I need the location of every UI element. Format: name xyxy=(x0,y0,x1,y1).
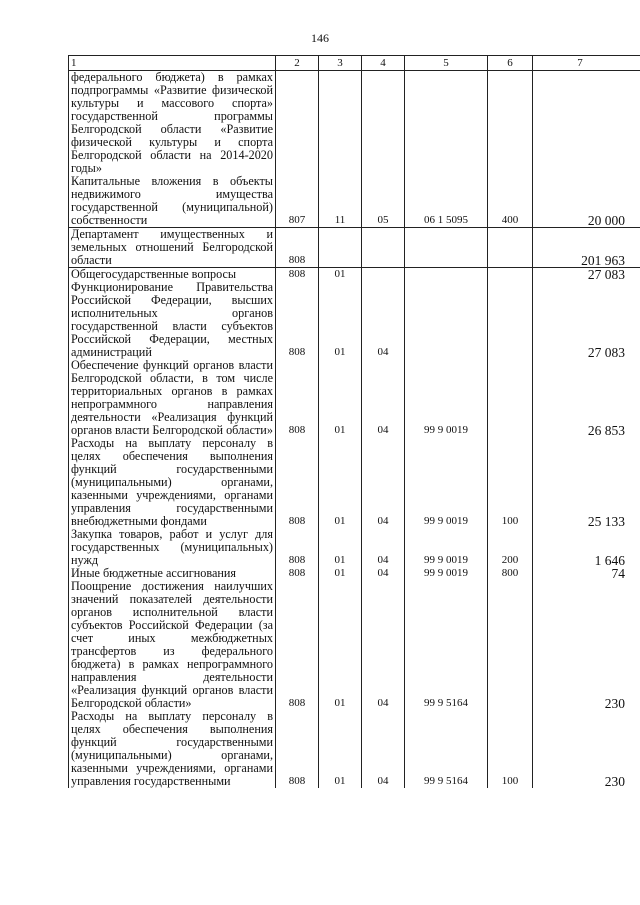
row-subsection-code: 04 xyxy=(362,567,405,580)
table-row xyxy=(69,175,640,228)
row-ministry-code: 808 xyxy=(276,528,319,567)
row-expense-type xyxy=(488,359,533,437)
row-ministry-code: 808 xyxy=(276,567,319,580)
row-expense-type: 400 xyxy=(488,175,533,228)
row-target-article: 99 9 0019 xyxy=(405,528,488,567)
row-description: Функционирование Правительства Российской Федерации, высших исполнительных органов государственной власти субъектов Российской Федерации, местных администраций xyxy=(69,281,276,359)
row-section-code: 01 xyxy=(319,528,362,567)
row-ministry-code: 808 xyxy=(276,268,319,282)
table-row xyxy=(69,228,640,268)
column-header: 6 xyxy=(488,56,533,71)
row-amount: 230 xyxy=(533,710,640,788)
row-target-article: 06 1 5095 xyxy=(405,175,488,228)
row-section-code: 11 xyxy=(319,175,362,228)
column-header: 5 xyxy=(405,56,488,71)
budget-table xyxy=(68,55,640,788)
row-description: Расходы на выплату персоналу в целях обеспечения выполнения функций государственными (муниципальными) органами, казенными учреждениями, органами управления государственными xyxy=(69,710,276,788)
row-subsection-code: 04 xyxy=(362,437,405,528)
table-row xyxy=(69,710,640,788)
row-amount: 27 083 xyxy=(533,268,640,282)
column-header: 4 xyxy=(362,56,405,71)
table-row xyxy=(69,528,640,567)
row-section-code: 01 xyxy=(319,580,362,710)
row-subsection-code xyxy=(362,71,405,176)
row-ministry-code: 808 xyxy=(276,281,319,359)
row-target-article: 99 9 5164 xyxy=(405,580,488,710)
row-subsection-code: 04 xyxy=(362,710,405,788)
table-row xyxy=(69,281,640,359)
row-subsection-code xyxy=(362,228,405,268)
row-subsection-code: 04 xyxy=(362,580,405,710)
row-amount: 26 853 xyxy=(533,359,640,437)
row-subsection-code: 04 xyxy=(362,528,405,567)
row-subsection-code: 05 xyxy=(362,175,405,228)
column-header: 7 xyxy=(533,56,640,71)
row-amount: 201 963 xyxy=(533,228,640,268)
row-ministry-code: 807 xyxy=(276,175,319,228)
row-expense-type: 100 xyxy=(488,710,533,788)
row-expense-type xyxy=(488,268,533,282)
row-expense-type: 100 xyxy=(488,437,533,528)
row-section-code: 01 xyxy=(319,437,362,528)
row-section-code: 01 xyxy=(319,710,362,788)
row-description: Поощрение достижения наилучших значений показателей деятельности органов исполнительной власти субъектов Российской Федерации (за счет иных межбюджетных трансфертов из федерального бюджета) в рамках непрограммного направления деятельности «Реализация функций органов власти Белгородской области» xyxy=(69,580,276,710)
row-description: Иные бюджетные ассигнования xyxy=(69,567,276,580)
row-description: Обеспечение функций органов власти Белгородской области, в том числе территориальных органов в рамках непрограммного направления деятельности «Реализация функций органов власти Белгородской области» xyxy=(69,359,276,437)
row-amount xyxy=(533,71,640,176)
row-section-code: 01 xyxy=(319,268,362,282)
row-ministry-code: 808 xyxy=(276,437,319,528)
table-body xyxy=(69,71,640,789)
row-subsection-code xyxy=(362,268,405,282)
row-ministry-code: 808 xyxy=(276,710,319,788)
row-expense-type xyxy=(488,281,533,359)
row-amount: 74 xyxy=(533,567,640,580)
row-expense-type: 200 xyxy=(488,528,533,567)
row-ministry-code xyxy=(276,71,319,176)
row-amount: 25 133 xyxy=(533,437,640,528)
row-target-article xyxy=(405,228,488,268)
row-expense-type xyxy=(488,580,533,710)
row-description: Расходы на выплату персоналу в целях обеспечения выполнения функций государственными (муниципальными) органами, казенными учреждениями, органами управления государственными внебюджетными фондами xyxy=(69,437,276,528)
row-description: Капитальные вложения в объекты недвижимого имущества государственной (муниципальной) собственности xyxy=(69,175,276,228)
column-header: 1 xyxy=(69,56,276,71)
row-expense-type xyxy=(488,71,533,176)
table-row xyxy=(69,71,640,176)
row-description: Департамент имущественных и земельных отношений Белгородской области xyxy=(69,228,276,268)
row-target-article: 99 9 0019 xyxy=(405,359,488,437)
row-section-code: 01 xyxy=(319,567,362,580)
row-expense-type: 800 xyxy=(488,567,533,580)
table-row xyxy=(69,359,640,437)
row-subsection-code: 04 xyxy=(362,281,405,359)
row-target-article: 99 9 0019 xyxy=(405,567,488,580)
table-row xyxy=(69,437,640,528)
row-amount: 230 xyxy=(533,580,640,710)
row-amount: 20 000 xyxy=(533,175,640,228)
page-number: 146 xyxy=(311,31,329,45)
row-amount: 1 646 xyxy=(533,528,640,567)
row-expense-type xyxy=(488,228,533,268)
row-ministry-code: 808 xyxy=(276,359,319,437)
row-ministry-code: 808 xyxy=(276,228,319,268)
row-section-code: 01 xyxy=(319,359,362,437)
row-subsection-code: 04 xyxy=(362,359,405,437)
row-target-article xyxy=(405,281,488,359)
row-target-article: 99 9 5164 xyxy=(405,710,488,788)
row-target-article xyxy=(405,268,488,282)
header-row xyxy=(69,56,640,71)
row-section-code xyxy=(319,228,362,268)
row-ministry-code: 808 xyxy=(276,580,319,710)
row-description: Закупка товаров, работ и услуг для государственных (муниципальных) нужд xyxy=(69,528,276,567)
table-row xyxy=(69,580,640,710)
row-description: федерального бюджета) в рамках подпрограммы «Развитие физической культуры и массового спорта» государственной программы Белгородской области «Развитие физической культуры и спорта Белгородской области на 2014-2020 годы» xyxy=(69,71,276,176)
row-target-article xyxy=(405,71,488,176)
column-header: 3 xyxy=(319,56,362,71)
column-header: 2 xyxy=(276,56,319,71)
row-description: Общегосударственные вопросы xyxy=(69,268,276,282)
row-target-article: 99 9 0019 xyxy=(405,437,488,528)
row-section-code: 01 xyxy=(319,281,362,359)
row-section-code xyxy=(319,71,362,176)
row-amount: 27 083 xyxy=(533,281,640,359)
table-row xyxy=(69,268,640,282)
